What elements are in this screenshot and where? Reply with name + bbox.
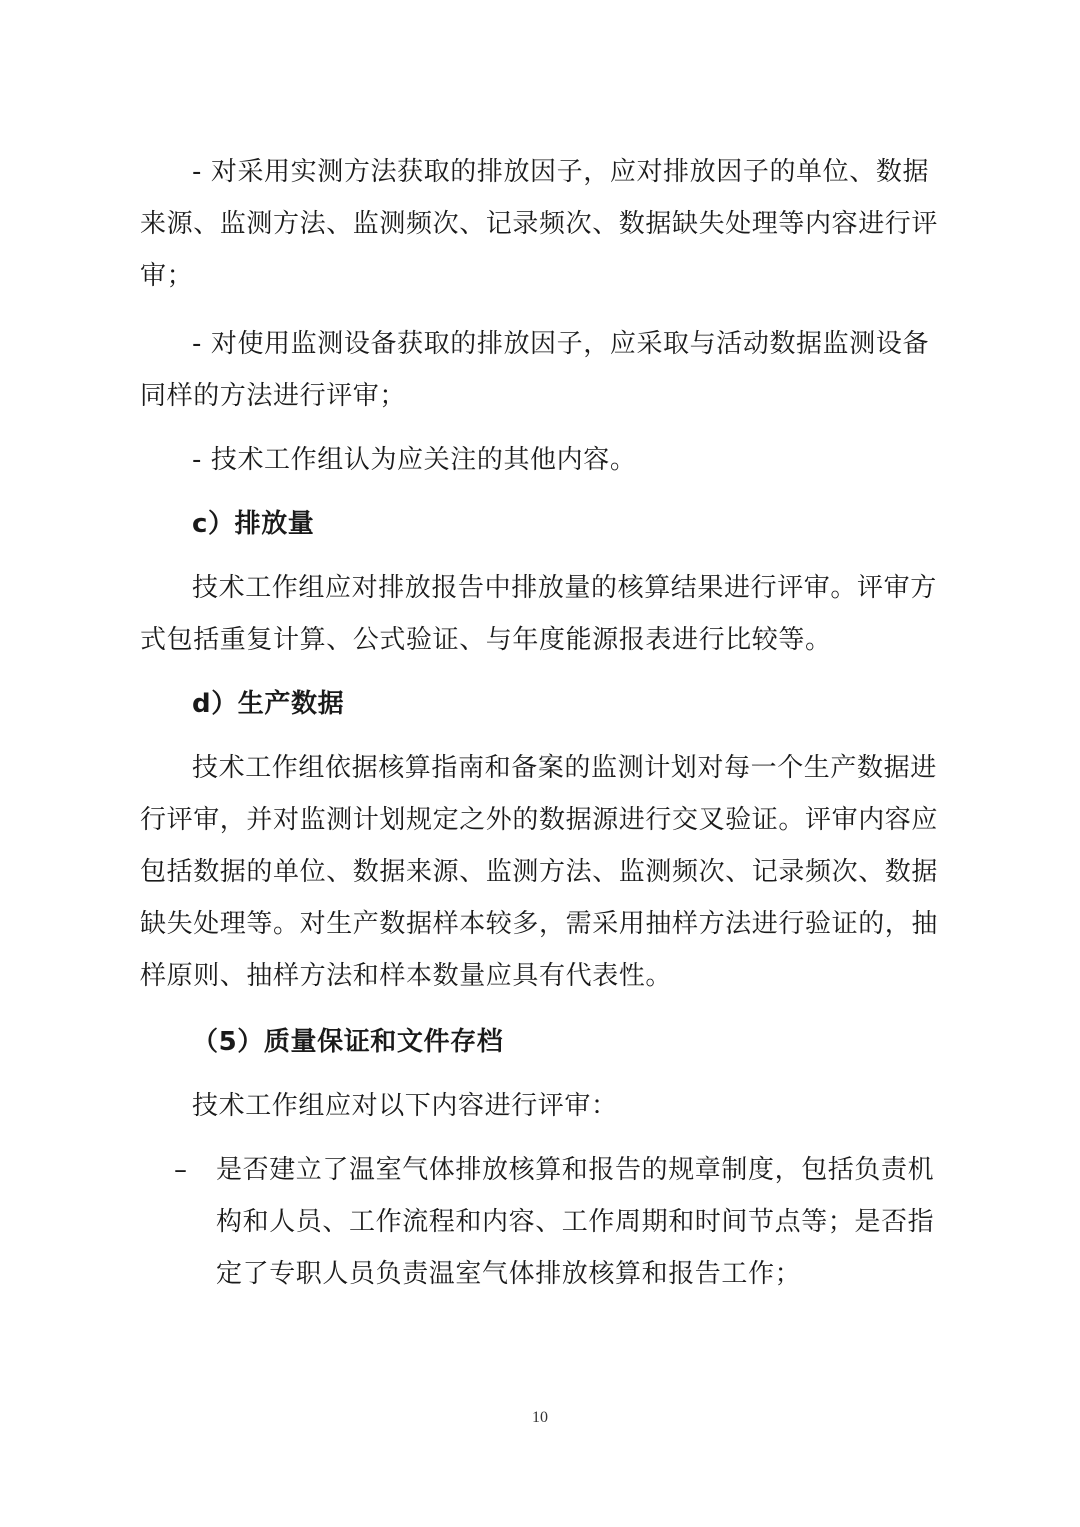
paragraph-other-content: - 技术工作组认为应关注的其他内容。 (192, 445, 637, 475)
paragraph-emissions: 技术工作组应对排放报告中排放量的核算结果进行评审。评审方式包括重复计算、公式验证、与年度能源报表进行比较等。 (140, 573, 937, 655)
paragraph-production-data: 技术工作组依据核算指南和备案的监测计划对每一个生产数据进行评审，并对监测计划规定之外的数据源进行交叉验证。评审内容应包括数据的单位、数据来源、监测方法、监测频次、记录频次、数据缺失处理等。对生产数据样本较多，需采用抽样方法进行验证的，抽样原则、抽样方法和样本数量应具有代表性。 (140, 753, 939, 991)
paragraph-emission-factor-equipment: - 对使用监测设备获取的排放因子，应采取与活动数据监测设备同样的方法进行评审； (140, 329, 930, 411)
list-item (140, 1144, 940, 1300)
list-item-text: 是否建立了温室气体排放核算和报告的规章制度，包括负责机构和人员、工作流程和内容、工作周期和时间节点等；是否指定了专职人员负责温室气体排放核算和报告工作； (216, 1155, 935, 1289)
heading-production-data: d）生产数据 (192, 689, 345, 719)
dash-marker: – (174, 1155, 188, 1185)
paragraph-review-intro: 技术工作组应对以下内容进行评审： (192, 1091, 618, 1121)
page-number: 10 (532, 1409, 548, 1426)
paragraph-emission-factor-measured: - 对采用实测方法获取的排放因子，应对排放因子的单位、数据来源、监测方法、监测频次、记录频次、数据缺失处理等内容进行评审； (140, 157, 939, 291)
heading-emissions: c）排放量 (192, 509, 315, 539)
heading-quality-assurance: （5）质量保证和文件存档 (192, 1027, 504, 1057)
